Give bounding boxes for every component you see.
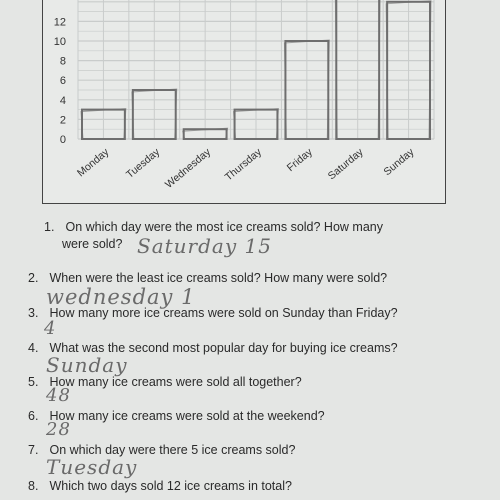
question-text: What was the second most popular day for buying ice creams? <box>49 341 398 355</box>
y-tick-label: 2 <box>59 114 66 127</box>
question-number: 1. <box>44 220 55 234</box>
y-tick-label: 0 <box>59 134 66 146</box>
question-number: 4. <box>28 341 39 355</box>
answer-3: 4 <box>44 318 57 339</box>
question-number: 8. <box>28 479 39 493</box>
x-tick-label: Tuesday <box>123 146 163 181</box>
question-3 <box>28 305 398 321</box>
question-number: 6. <box>28 409 39 423</box>
question-number: 5. <box>28 375 39 389</box>
answer-2: wednesday 1 <box>46 285 196 309</box>
question-text: Which two days sold 12 ice creams in total? <box>49 479 292 493</box>
question-text: How many more ice creams were sold on Sunday than Friday? <box>49 306 398 320</box>
x-tick-label: Friday <box>284 146 315 175</box>
x-tick-label: Wednesday <box>163 146 214 191</box>
question-text: How many ice creams were sold all together? <box>49 375 302 389</box>
answer-5: 48 <box>46 385 71 406</box>
question-2 <box>28 270 387 286</box>
question-1-line-2 <box>62 236 122 252</box>
x-tick-label: Sunday <box>381 146 417 179</box>
answer-1: Saturday 15 <box>137 234 272 258</box>
question-text: How many ice creams were sold at the weekend? <box>49 409 325 423</box>
question-text: were sold? <box>62 237 123 251</box>
y-tick-label: 10 <box>53 36 66 48</box>
answer-7: Tuesday <box>46 455 138 479</box>
question-number: 2. <box>28 271 39 285</box>
y-tick-label: 12 <box>53 16 66 29</box>
question-text: When were the least ice creams sold? How many were sold? <box>49 271 388 285</box>
x-tick-label: Thursday <box>222 146 264 184</box>
y-tick-label: 6 <box>59 75 66 88</box>
question-8 <box>28 478 292 494</box>
question-number: 7. <box>28 443 39 457</box>
answer-6: 28 <box>46 419 71 440</box>
y-tick-label: 4 <box>59 94 66 107</box>
x-tick-label: Monday <box>75 146 112 180</box>
answer-4: Sunday <box>46 353 128 377</box>
question-text: On which day were the most ice creams sold? How many <box>65 220 383 234</box>
y-tick-label: 8 <box>59 55 66 68</box>
question-text: On which day were there 5 ice creams sold? <box>49 443 296 457</box>
question-number: 3. <box>28 306 39 320</box>
question-6 <box>28 408 325 424</box>
question-1 <box>44 219 383 235</box>
bar-chart <box>42 0 444 202</box>
x-tick-label: Saturday <box>325 146 366 183</box>
